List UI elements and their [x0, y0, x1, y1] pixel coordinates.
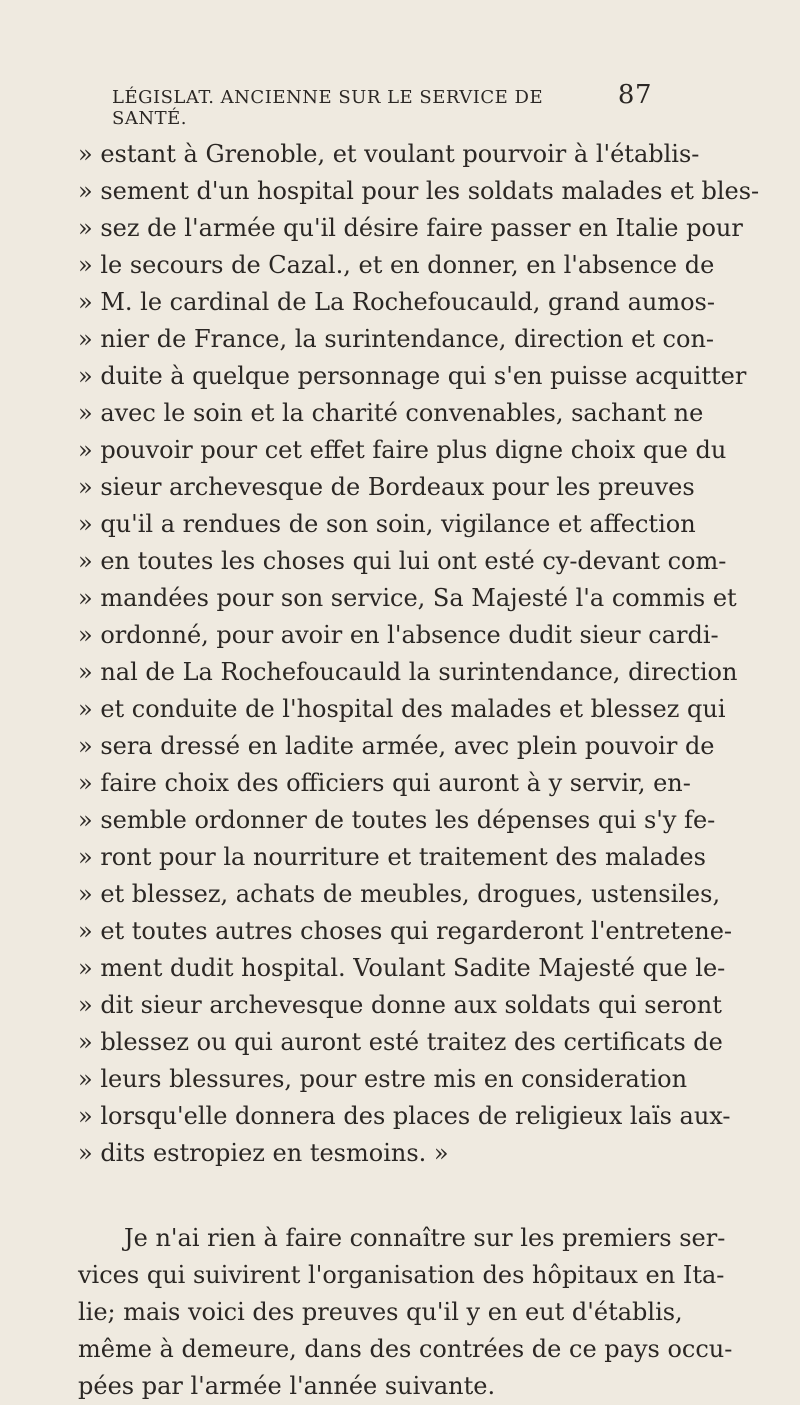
text-line: » dit sieur archevesque donne aux soldats qui seront	[78, 991, 722, 1019]
paragraph	[78, 1220, 733, 1405]
text-line: » dits estropiez en tesmoins. »	[78, 1139, 449, 1167]
text-line: » sement d'un hospital pour les soldats malades et bles-	[78, 177, 760, 205]
text-line: même à demeure, dans des contrées de ce pays occu-	[78, 1335, 733, 1363]
text-line: vices qui suivirent l'organisation des hôpitaux en Ita-	[78, 1261, 725, 1289]
text-line: » avec le soin et la charité convenables, sachant ne	[78, 399, 704, 427]
text-line: » le secours de Cazal., et en donner, en l'absence de	[78, 251, 715, 279]
text-line: » qu'il a rendues de son soin, vigilance et affection	[78, 510, 696, 538]
page-number: 87	[617, 80, 652, 110]
text-line: » sieur archevesque de Bordeaux pour les preuves	[78, 473, 695, 501]
text-line: » ordonné, pour avoir en l'absence dudit sieur cardi-	[78, 621, 719, 649]
text-line: » pouvoir pour cet effet faire plus digne choix que du	[78, 436, 727, 464]
text-line: pées par l'armée l'année suivante.	[78, 1372, 496, 1400]
text-line: » sera dressé en ladite armée, avec plein pouvoir de	[78, 732, 715, 760]
text-line: » estant à Grenoble, et voulant pourvoir à l'établis-	[78, 140, 700, 168]
text-line: » blessez ou qui auront esté traitez des certificats de	[78, 1028, 723, 1056]
text-line: » et blessez, achats de meubles, drogues, ustensiles,	[78, 880, 721, 908]
text-line: » semble ordonner de toutes les dépenses qui s'y fe-	[78, 806, 716, 834]
text-line: » ront pour la nourriture et traitement des malades	[78, 843, 706, 871]
text-line: lie; mais voici des preuves qu'il y en eut d'établis,	[78, 1298, 683, 1326]
page-body	[78, 136, 760, 1405]
text-line: Je n'ai rien à faire connaître sur les premiers ser-	[124, 1224, 726, 1252]
text-line: » nier de France, la surintendance, direction et con-	[78, 325, 715, 353]
quoted-ordinance	[78, 136, 760, 1172]
text-line: » nal de La Rochefoucauld la surintendance, direction	[78, 658, 738, 686]
text-line: » faire choix des officiers qui auront à y servir, en-	[78, 769, 691, 797]
running-title: LÉGISLAT. ANCIENNE SUR LE SERVICE DE SANTÉ.	[112, 87, 544, 129]
text-line: » et conduite de l'hospital des malades et blessez qui	[78, 695, 726, 723]
running-header	[112, 80, 652, 129]
text-line: » duite à quelque personnage qui s'en puisse acquitter	[78, 362, 747, 390]
text-line: » mandées pour son service, Sa Majesté l'a commis et	[78, 584, 737, 612]
text-line: » et toutes autres choses qui regarderont l'entretene-	[78, 917, 733, 945]
text-line: » sez de l'armée qu'il désire faire passer en Italie pour	[78, 214, 743, 242]
text-line: » ment dudit hospital. Voulant Sadite Majesté que le-	[78, 954, 726, 982]
text-line: » en toutes les choses qui lui ont esté cy-devant com-	[78, 547, 727, 575]
text-line: » lorsqu'elle donnera des places de religieux laïs aux-	[78, 1102, 731, 1130]
text-line: » M. le cardinal de La Rochefoucauld, grand aumos-	[78, 288, 715, 316]
text-line: » leurs blessures, pour estre mis en consideration	[78, 1065, 688, 1093]
